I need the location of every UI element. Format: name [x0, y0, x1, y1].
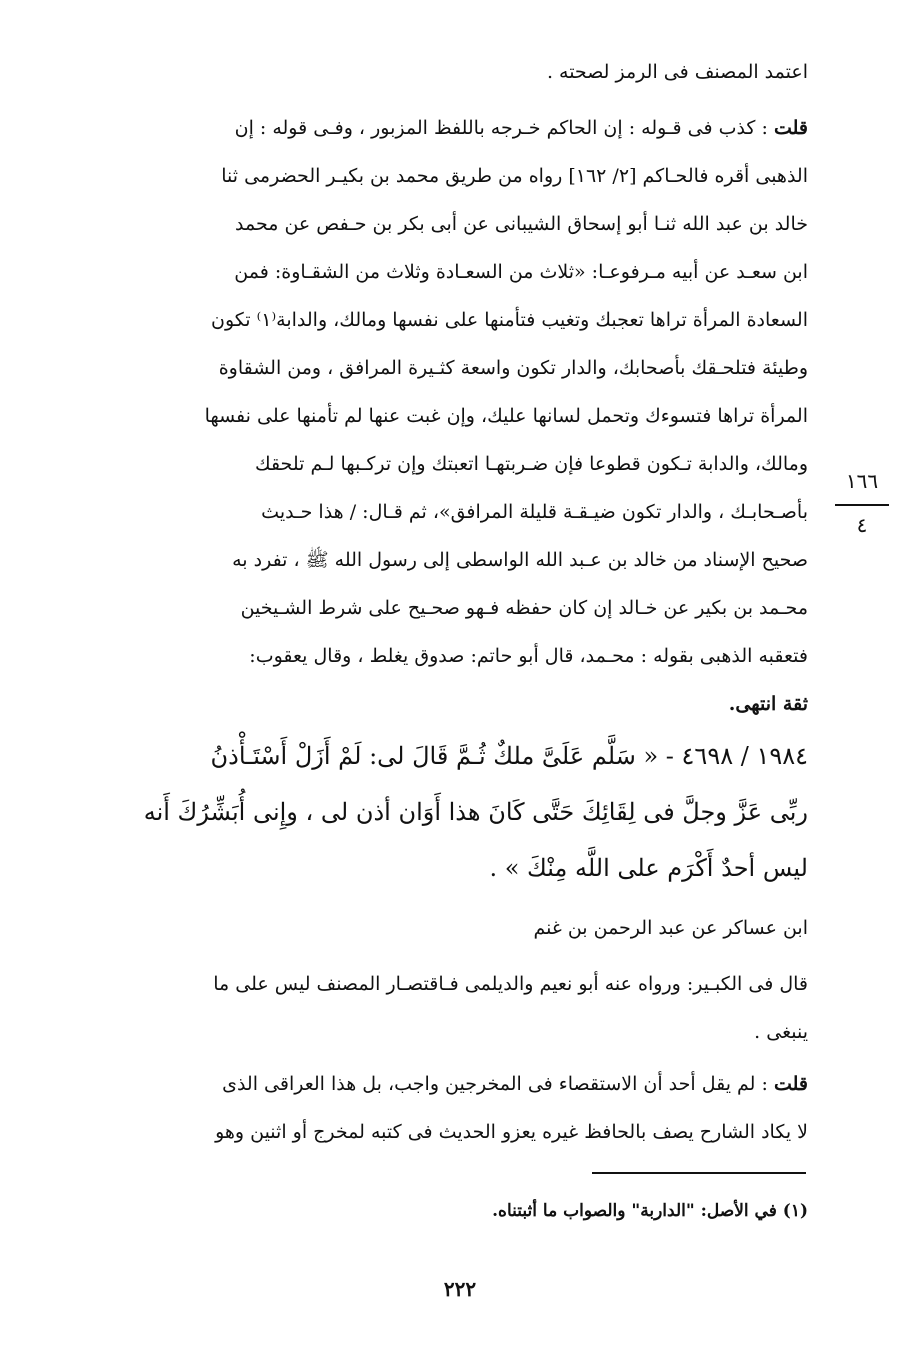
paragraph-lead-word: قلت — [773, 117, 808, 139]
source-attribution — [104, 904, 808, 952]
text-line: ابن عساكر عن عبد الرحمن بن غنم — [533, 917, 808, 939]
margin-reference-page: ١٦٦ — [845, 469, 879, 493]
text-line: بأصـحابـك ، والدار تكون ضيـقـة قليلة المرافق»، ثم قـال: / هذا حـديث — [261, 501, 808, 523]
paragraph-critique — [104, 104, 808, 728]
text-line: ومالك، والدابة تـكون قطوعا فإن ضـربتهـا اتعبتك وإن تركـبها لـم تلحقك — [254, 453, 808, 475]
text-line-with-lead — [104, 1060, 808, 1108]
text-line-with-lead — [104, 104, 808, 152]
text-line: اعتمد المصنف فى الرمز لصحته . — [546, 61, 808, 83]
hadith-line: ليس أحدٌ أَكْرَم على اللَّه مِنْكَ » . — [489, 854, 808, 882]
text-line: وطيئة فتلحـقك بأصحابك، والدار تكون واسعة كثـيرة المرافق ، ومن الشقاوة — [218, 357, 808, 379]
text-line: المرأة تراها فتسوءك وتحمل لسانها عليك، وإن غبت عنها لم تأمنها على نفسها — [204, 405, 808, 427]
paragraph-response — [104, 1060, 808, 1156]
text-line: : كذب فى قـوله : إن الحاكم خـرجه باللفظ المزبور ، وفـى قوله : إن — [234, 117, 768, 139]
hadith-line: ربِّى عَزَّ وجلَّ فى لِقَائِكَ حَتَّى كَانَ هذا أَوَان أذن لى ، وإِنى أُبَشِّرُكَ أَنه — [143, 798, 808, 826]
text-line: محـمد بن بكير عن خـالد إن كان حفظه فـهو صحـيح على شرط الشـيخين — [240, 597, 808, 619]
text-line: الذهبى أقره فالحـاكم [٢/ ١٦٢] رواه من طريق محمد بن بكيـر الحضرمى ثنا — [221, 165, 808, 187]
top-text-block — [104, 48, 808, 96]
text-line: : لم يقل أحد أن الاستقصاء فى المخرجين واجب، بل هذا العراقى الذى — [222, 1073, 768, 1095]
hadith-line: ١٩٨٤ / ٤٦٩٨ - « سَلَّم عَلَىَّ ملكٌ ثُـمَّ قَالَ لى: لَمْ أَزَلْ أَسْتَـأْذنُ — [210, 742, 808, 770]
margin-reference-divider — [835, 504, 889, 506]
text-line: صحيح الإسناد من خالد بن عـبد الله الواسطى إلى رسول الله ﷺ ، تفرد به — [232, 549, 808, 571]
paragraph-kabir — [104, 960, 808, 1056]
text-line: خالد بن عبد الله ثنـا أبو إسحاق الشيبانى عن أبى بكر بن حـفص عن محمد — [235, 213, 808, 235]
hadith-block — [104, 728, 808, 896]
page-number: ٢٢٢ — [443, 1277, 477, 1301]
text-line: قال فى الكبـير: ورواه عنه أبو نعيم والديلمى فـاقتصـار المصنف ليس على ما — [213, 973, 808, 995]
text-line: ينبغى . — [754, 1021, 808, 1043]
text-line: لا يكاد الشارح يصف بالحافظ غيره يعزو الحديث فى كتبه لمخرج أو اثنين وهو — [215, 1121, 808, 1143]
paragraph-lead-word: قلت — [773, 1073, 808, 1095]
text-line: فتعقبه الذهبى بقوله : محـمد، قال أبو حاتم: صدوق يغلط ، وقال يعقوب: — [249, 645, 808, 667]
text-line: السعادة المرأة تراها تعجبك وتغيب فتأمنها على نفسها ومالك، والدابة⁽١⁾ تكون — [211, 309, 808, 331]
footnote-divider — [592, 1172, 806, 1174]
text-line: ثقة انتهى. — [728, 693, 808, 715]
margin-reference-volume: ٤ — [856, 513, 868, 537]
margin-reference — [832, 468, 892, 538]
text-line: ابن سعـد عن أبيه مـرفوعـا: «ثلاث من السعـادة وثلاث من الشقـاوة: فمن — [234, 261, 808, 283]
footnote: (١) في الأصل: "الداربة" والصواب ما أثبتناه. — [492, 1201, 808, 1221]
